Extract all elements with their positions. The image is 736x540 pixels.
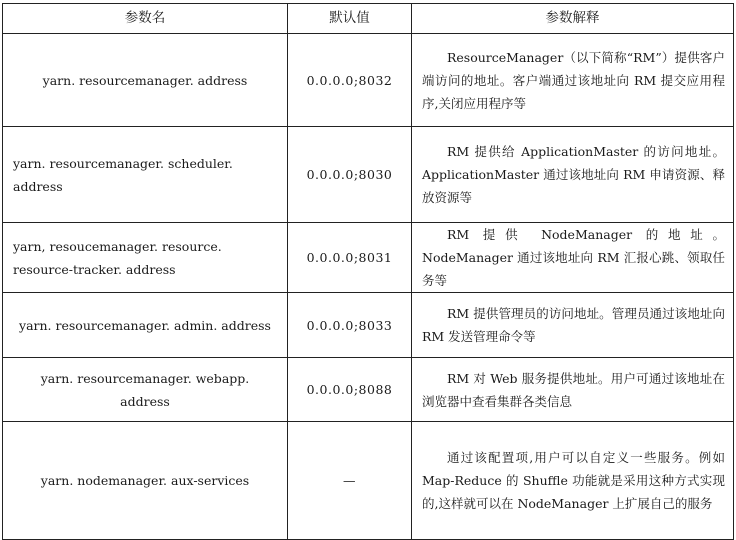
param-name: yarn. nodemanager. aux-services xyxy=(3,422,288,540)
table-header-row xyxy=(3,4,734,34)
param-default: 0.0.0.0;8032 xyxy=(288,34,412,127)
parameter-table xyxy=(2,3,734,540)
param-default: 0.0.0.0;8030 xyxy=(288,127,412,223)
header-param-desc: 参数解释 xyxy=(412,4,734,34)
param-desc: 通过该配置项,用户可以自定义一些服务。例如 Map-Reduce 的 Shuffle 功能就是采用这种方式实现的,这样就可以在 NodeManager 上扩展自己的服务 xyxy=(412,422,734,540)
param-name: yarn, resoucemanager. resource. resource-tracker. address xyxy=(3,223,288,293)
param-desc: RM 提供 NodeManager 的地址。NodeManager 通过该地址向 RM 汇报心跳、领取任务等 xyxy=(412,223,734,293)
header-default-value: 默认值 xyxy=(288,4,412,34)
table-row xyxy=(3,223,734,293)
param-desc: RM 提供管理员的访问地址。管理员通过该地址向 RM 发送管理命令等 xyxy=(412,293,734,358)
table-row xyxy=(3,422,734,540)
param-name: yarn. resourcemanager. scheduler. address xyxy=(3,127,288,223)
table-row xyxy=(3,127,734,223)
param-default: 0.0.0.0;8031 xyxy=(288,223,412,293)
table-row xyxy=(3,358,734,422)
table-row xyxy=(3,34,734,127)
header-param-name: 参数名 xyxy=(3,4,288,34)
param-desc: RM 对 Web 服务提供地址。用户可通过该地址在浏览器中查看集群各类信息 xyxy=(412,358,734,422)
table-row xyxy=(3,293,734,358)
param-default: 0.0.0.0;8033 xyxy=(288,293,412,358)
param-name: yarn. resourcemanager. address xyxy=(3,34,288,127)
param-default: 0.0.0.0;8088 xyxy=(288,358,412,422)
param-name: yarn. resourcemanager. admin. address xyxy=(3,293,288,358)
param-name: yarn. resourcemanager. webapp. address xyxy=(3,358,288,422)
param-default: — xyxy=(288,422,412,540)
param-desc: RM 提供给 ApplicationMaster 的访问地址。ApplicationMaster 通过该地址向 RM 申请资源、释放资源等 xyxy=(412,127,734,223)
param-desc: ResourceManager（以下简称“RM”）提供客户端访问的地址。客户端通过该地址向 RM 提交应用程序,关闭应用程序等 xyxy=(412,34,734,127)
